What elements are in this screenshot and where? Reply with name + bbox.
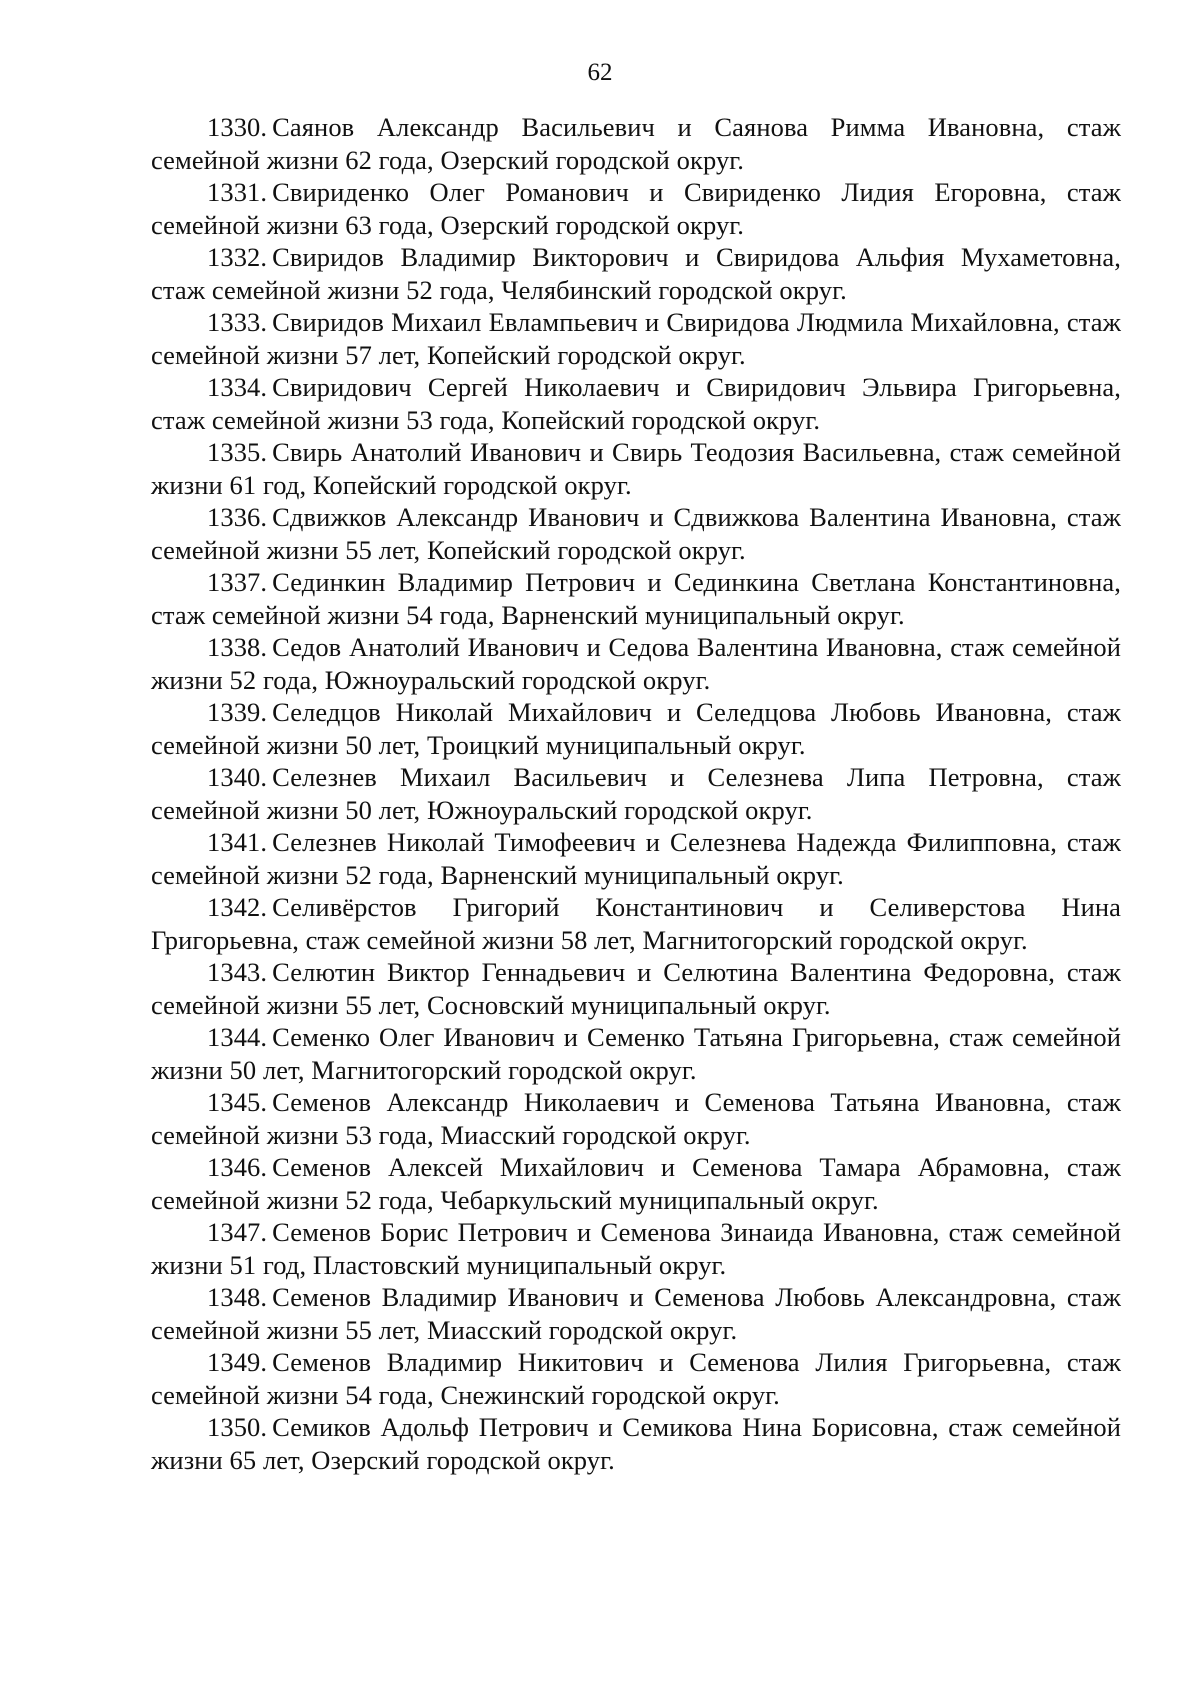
entry-number: 1331.: [207, 177, 268, 207]
list-item: [151, 1346, 1121, 1411]
entry-text: Свирь Анатолий Иванович и Свирь Теодозия Васильевна, стаж семейной жизни 61 год, Копейский городской округ.: [151, 437, 1121, 500]
entry-text: Селедцов Николай Михайлович и Селедцова Любовь Ивановна, стаж семейной жизни 50 лет, Троицкий муниципальный округ.: [151, 697, 1121, 760]
entry-number: 1348.: [207, 1282, 268, 1312]
entry-number: 1339.: [207, 697, 268, 727]
list-item: [151, 111, 1121, 176]
entry-number: 1337.: [207, 567, 268, 597]
entry-number: 1335.: [207, 437, 268, 467]
entry-number: 1344.: [207, 1022, 268, 1052]
entry-number: 1345.: [207, 1087, 268, 1117]
entry-text: Селютин Виктор Геннадьевич и Селютина Валентина Федоровна, стаж семейной жизни 55 лет, Сосновский муниципальный округ.: [151, 957, 1121, 1020]
list-item: [151, 891, 1121, 956]
entry-text: Семенко Олег Иванович и Семенко Татьяна Григорьевна, стаж семейной жизни 50 лет, Магнитогорский городской округ.: [151, 1022, 1121, 1085]
entry-text: Селивёрстов Григорий Константинович и Селиверстова Нина Григорьевна, стаж семейной жизни 58 лет, Магнитогорский городской округ.: [151, 892, 1121, 955]
entry-number: 1332.: [207, 242, 268, 272]
entry-text: Семенов Александр Николаевич и Семенова Татьяна Ивановна, стаж семейной жизни 53 года, Миасский городской округ.: [151, 1087, 1121, 1150]
entry-text: Семенов Борис Петрович и Семенова Зинаида Ивановна, стаж семейной жизни 51 год, Пластовский муниципальный округ.: [151, 1217, 1121, 1280]
entry-text: Свиридов Михаил Евлампьевич и Свиридова Людмила Михайловна, стаж семейной жизни 57 лет, Копейский городской округ.: [151, 307, 1121, 370]
entry-number: 1342.: [207, 892, 268, 922]
list-item: [151, 1151, 1121, 1216]
list-item: [151, 501, 1121, 566]
entry-number: 1341.: [207, 827, 268, 857]
list-item: [151, 696, 1121, 761]
entry-number: 1343.: [207, 957, 268, 987]
list-item: [151, 1021, 1121, 1086]
entry-number: 1346.: [207, 1152, 268, 1182]
entry-number: 1336.: [207, 502, 268, 532]
entry-number: 1338.: [207, 632, 268, 662]
entry-text: Сдвижков Александр Иванович и Сдвижкова Валентина Ивановна, стаж семейной жизни 55 лет, Копейский городской округ.: [151, 502, 1121, 565]
entry-number: 1340.: [207, 762, 268, 792]
entry-text: Сединкин Владимир Петрович и Сединкина Светлана Константиновна, стаж семейной жизни 54 года, Варненский муниципальный округ.: [151, 567, 1121, 630]
entry-text: Свиридов Владимир Викторович и Свиридова Альфия Мухаметовна, стаж семейной жизни 52 года, Челябинский городской округ.: [151, 242, 1121, 305]
list-item: [151, 566, 1121, 631]
entry-text: Семенов Алексей Михайлович и Семенова Тамара Абрамовна, стаж семейной жизни 52 года, Чебаркульский муниципальный округ.: [151, 1152, 1121, 1215]
entry-number: 1334.: [207, 372, 268, 402]
entry-number: 1349.: [207, 1347, 268, 1377]
list-item: [151, 1086, 1121, 1151]
list-item: [151, 631, 1121, 696]
list-item: [151, 826, 1121, 891]
entry-text: Селезнев Михаил Васильевич и Селезнева Липа Петровна, стаж семейной жизни 50 лет, Южноуральский городской округ.: [151, 762, 1121, 825]
entry-number: 1350.: [207, 1412, 268, 1442]
entry-number: 1330.: [207, 112, 268, 142]
entry-text: Семенов Владимир Никитович и Семенова Лилия Григорьевна, стаж семейной жизни 54 года, Снежинский городской округ.: [151, 1347, 1121, 1410]
list-item: [151, 241, 1121, 306]
entry-number: 1347.: [207, 1217, 268, 1247]
list-item: [151, 176, 1121, 241]
entry-text: Седов Анатолий Иванович и Седова Валентина Ивановна, стаж семейной жизни 52 года, Южноуральский городской округ.: [151, 632, 1121, 695]
entry-number: 1333.: [207, 307, 268, 337]
list-item: [151, 306, 1121, 371]
list-item: [151, 761, 1121, 826]
list-item: [151, 956, 1121, 1021]
page-number: 62: [587, 59, 613, 86]
list-item: [151, 1216, 1121, 1281]
entry-text: Свириденко Олег Романович и Свириденко Лидия Егоровна, стаж семейной жизни 63 года, Озерский городской округ.: [151, 177, 1121, 240]
list-item: [151, 371, 1121, 436]
list-item: [151, 1411, 1121, 1476]
entry-text: Семиков Адольф Петрович и Семикова Нина Борисовна, стаж семейной жизни 65 лет, Озерский городской округ.: [151, 1412, 1121, 1475]
entry-text: Свиридович Сергей Николаевич и Свиридович Эльвира Григорьевна, стаж семейной жизни 53 года, Копейский городской округ.: [151, 372, 1121, 435]
list-item: [151, 436, 1121, 501]
list-item: [151, 1281, 1121, 1346]
entry-text: Саянов Александр Васильевич и Саянова Римма Ивановна, стаж семейной жизни 62 года, Озерский городской округ.: [151, 112, 1121, 175]
entry-text: Семенов Владимир Иванович и Семенова Любовь Александровна, стаж семейной жизни 55 лет, Миасский городской округ.: [151, 1282, 1121, 1345]
entry-text: Селезнев Николай Тимофеевич и Селезнева Надежда Филипповна, стаж семейной жизни 52 года, Варненский муниципальный округ.: [151, 827, 1121, 890]
entry-list: [151, 111, 1121, 1476]
